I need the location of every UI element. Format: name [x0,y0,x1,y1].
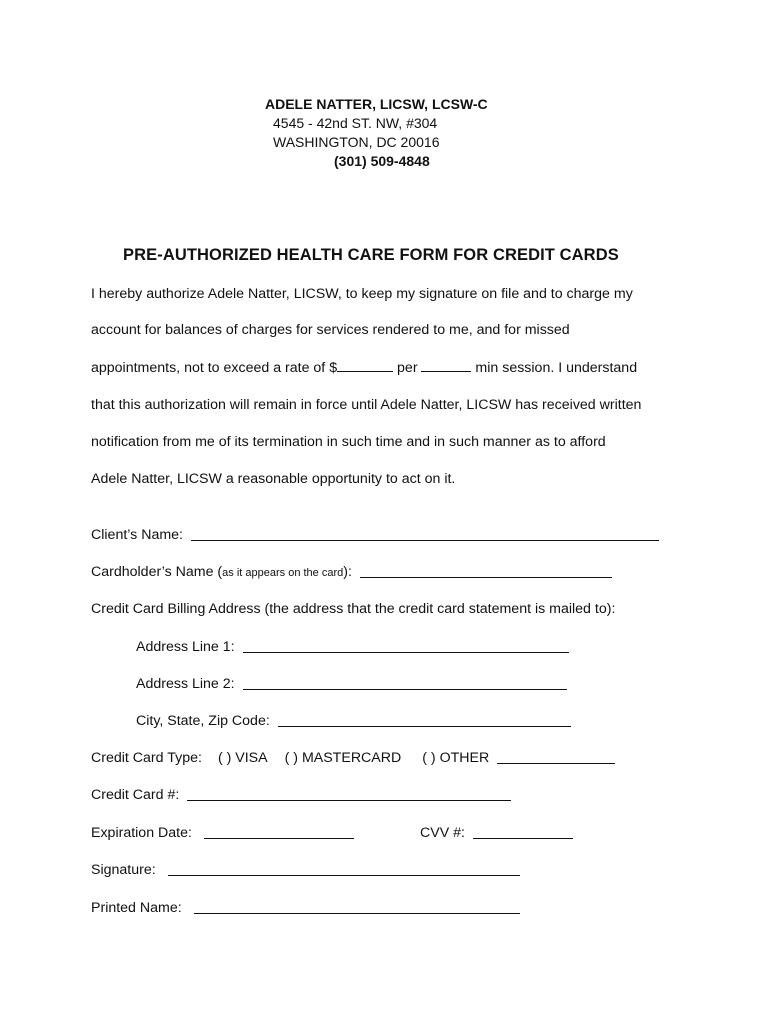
cvv-row [420,825,573,841]
address-line-1-row [136,639,569,655]
address-line-1-label: Address Line 1: [136,639,235,655]
cvv-label: CVV #: [420,825,465,841]
city-state-zip-label: City, State, Zip Code: [136,713,270,729]
address-line-2-line[interactable] [243,688,567,690]
paragraph-line-3 [91,359,637,376]
provider-phone: (301) 509-4848 [334,153,430,169]
form-title: PRE-AUTHORIZED HEALTH CARE FORM FOR CREDIT CARDS [123,246,619,264]
paragraph-line-4: that this authorization will remain in force until Adele Natter, LICSW has received written [91,397,642,413]
other-option[interactable]: ( ) OTHER [422,750,490,766]
cardholder-name-label: Cardholder’s Name (as it appears on the card): [91,564,352,580]
paragraph-line-1: I hereby authorize Adele Natter, LICSW, to keep my signature on file and to charge my [91,286,633,302]
client-name-label: Client’s Name: [91,527,183,543]
signature-line[interactable] [168,874,520,876]
card-number-line[interactable] [187,799,511,801]
expiration-label: Expiration Date: [91,825,192,841]
visa-option[interactable]: ( ) VISA [217,750,268,766]
paragraph-line-3-per: per [393,360,422,376]
paragraph-line-5: notification from me of its termination in such time and in such manner as to afford [91,434,606,450]
card-type-row [91,750,615,766]
expiration-row [91,825,354,841]
client-name-line[interactable] [191,539,659,541]
city-state-zip-line[interactable] [278,725,571,727]
paragraph-line-2: account for balances of charges for services rendered to me, and for missed [91,322,570,338]
cardholder-name-row [91,564,612,580]
cardholder-name-line[interactable] [360,576,612,578]
city-state-zip-row [136,713,571,729]
address-line-2-label: Address Line 2: [136,676,235,692]
paragraph-line-3-end: min session. I understand [471,360,638,376]
address-line-1-line[interactable] [243,651,569,653]
expiration-line[interactable] [204,837,354,839]
billing-address-label: Credit Card Billing Address (the address that the credit card statement is mailed to): [91,601,616,617]
paragraph-line-6: Adele Natter, LICSW a reasonable opportunity to act on it. [91,471,456,487]
card-number-row [91,787,511,803]
client-name-row [91,527,659,543]
rate-blank[interactable] [337,359,393,372]
card-number-label: Credit Card #: [91,787,180,803]
other-card-type-line[interactable] [497,762,615,764]
printed-name-row [91,900,520,916]
signature-row [91,862,520,878]
card-type-label: Credit Card Type: [91,750,202,766]
address-line-2-row [136,676,567,692]
signature-label: Signature: [91,862,156,878]
provider-name: ADELE NATTER, LICSW, LCSW-C [265,96,488,112]
session-length-blank[interactable] [421,359,471,372]
provider-street: 4545 - 42nd ST. NW, #304 [273,115,438,131]
printed-name-label: Printed Name: [91,900,182,916]
printed-name-line[interactable] [194,912,520,914]
paragraph-line-3-start: appointments, not to exceed a rate of $ [91,360,338,376]
cvv-line[interactable] [473,837,573,839]
provider-city: WASHINGTON, DC 20016 [273,134,440,150]
mastercard-option[interactable]: ( ) MASTERCARD [284,750,402,766]
